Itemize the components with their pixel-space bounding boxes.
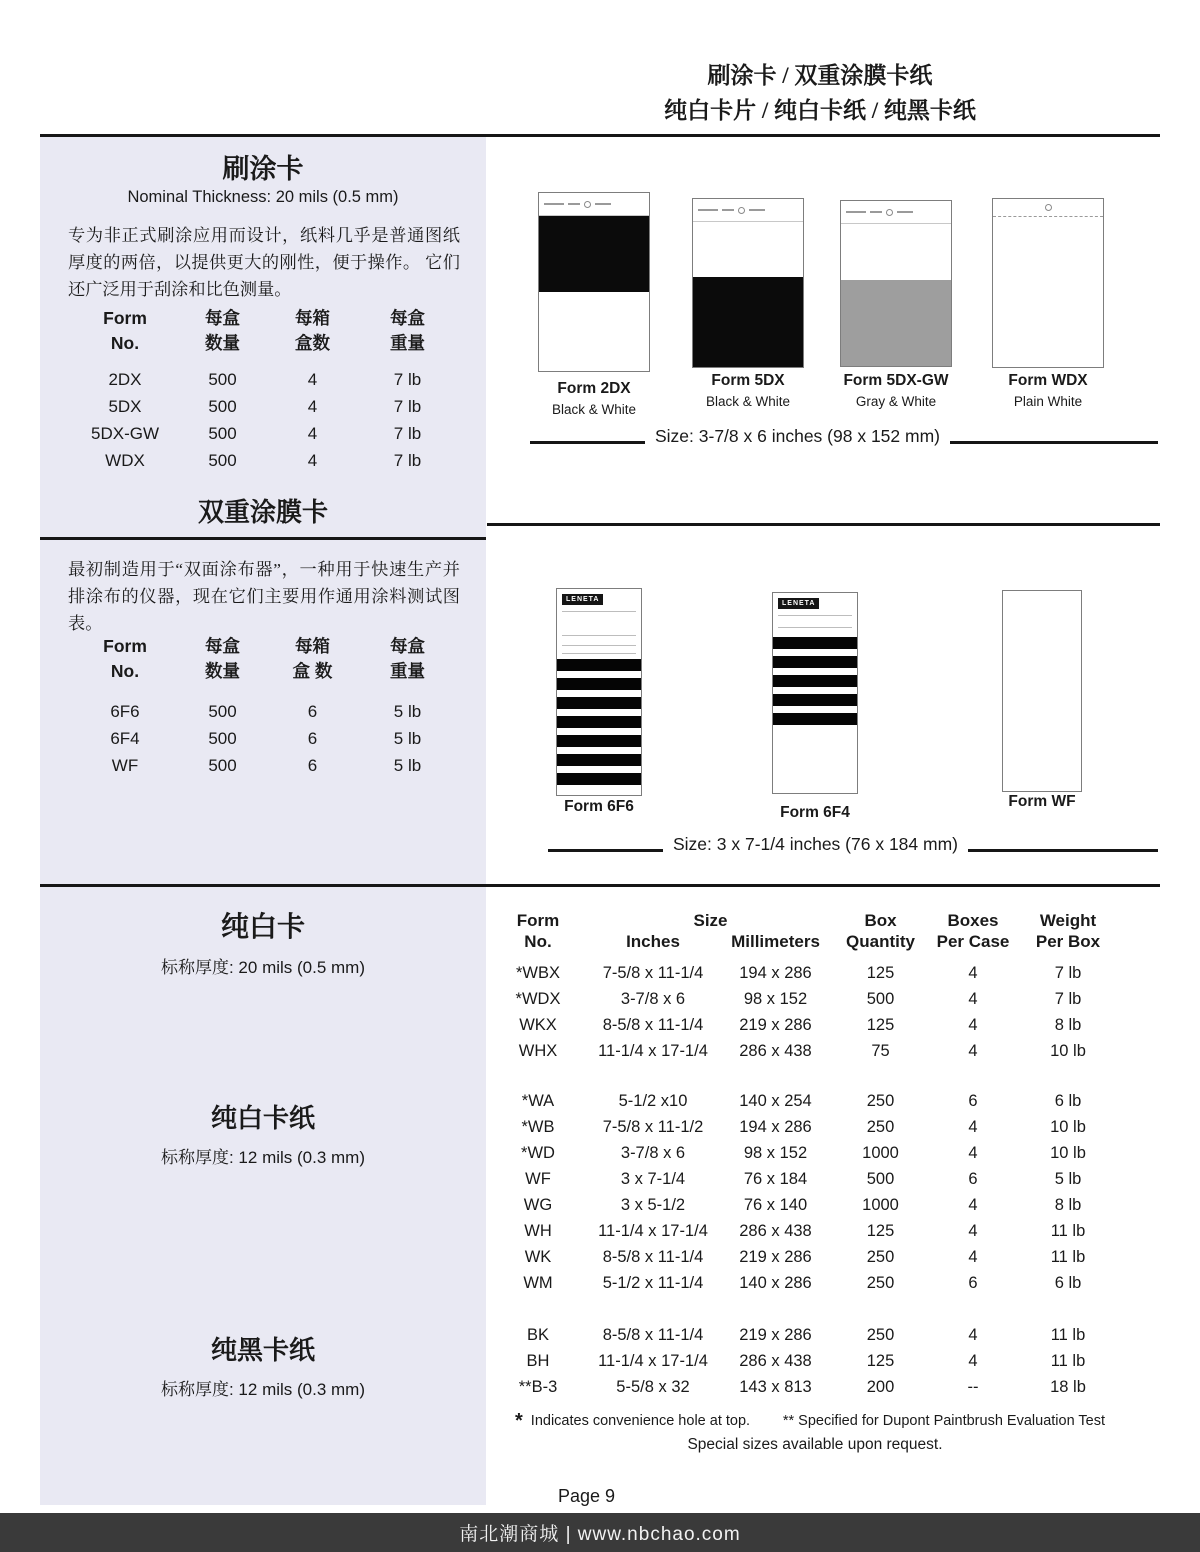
table-cell: 286 x 438	[739, 1222, 812, 1240]
column-header: 数量	[205, 661, 240, 681]
table-cell: 500	[866, 1170, 895, 1188]
size-caption-text: Size: 3-7/8 x 6 inches (98 x 152 mm)	[655, 426, 940, 446]
table-cell: 8-5/8 x 11-1/4	[602, 1248, 704, 1266]
table-cell: 500	[208, 424, 237, 443]
section3-rule	[40, 884, 1160, 887]
table-cell: 4	[968, 990, 978, 1008]
table-cell: *WB	[521, 1118, 555, 1136]
black-paper-subtitle: 标称厚度: 12 mils (0.3 mm)	[160, 1380, 366, 1399]
table-cell: 3 x 5-1/2	[620, 1196, 686, 1214]
table-cell: 125	[866, 1016, 895, 1034]
size-underline-left	[530, 441, 645, 444]
table-cell: 140 x 286	[739, 1274, 812, 1292]
table-cell: 1000	[862, 1144, 899, 1162]
form-field-line	[870, 211, 882, 213]
table-cell: 7-5/8 x 11-1/2	[602, 1118, 704, 1136]
table-cell: 7 lb	[393, 451, 422, 470]
table-cell: WK	[524, 1248, 552, 1266]
table-cell: 7 lb	[1054, 964, 1082, 982]
header-line: No.	[524, 932, 552, 951]
column-header: 盒 数	[292, 661, 333, 681]
table-cell: 8-5/8 x 11-1/4	[602, 1016, 704, 1034]
card-form-name: Form WF	[1008, 793, 1076, 810]
column-header-quantity	[833, 910, 928, 952]
table-cell: 4	[307, 451, 318, 470]
table-cell: 140 x 254	[739, 1092, 812, 1110]
table-cell: WF	[111, 756, 139, 775]
size-caption-top	[530, 426, 1158, 447]
leneta-logo: LENETA	[778, 598, 819, 609]
table-cell: 500	[208, 451, 237, 470]
table-cell: WDX	[105, 451, 145, 470]
footnote-1: Indicates convenience hole at top.	[530, 1413, 751, 1429]
card-5dx-label	[673, 372, 823, 409]
white-paper-title: 纯白卡纸	[210, 1104, 315, 1133]
column-header: 每盒	[205, 308, 240, 328]
table-cell: 250	[866, 1118, 895, 1136]
card-wf-image	[1002, 590, 1082, 792]
table-cell: 500	[866, 990, 895, 1008]
spec-table-group-black-paper	[488, 1322, 1118, 1400]
card-wdx-label	[973, 372, 1123, 409]
hang-hole-icon	[738, 207, 745, 214]
column-header-size	[588, 910, 833, 952]
table-cell: 5DX	[108, 397, 142, 416]
table-cell: 6	[968, 1274, 978, 1292]
column-header: Form	[103, 636, 147, 656]
table-cell: 286 x 438	[739, 1042, 812, 1060]
card-2dx-image	[538, 192, 650, 372]
card-form-name: Form 6F4	[780, 804, 850, 821]
table-cell: 7-5/8 x 11-1/4	[602, 964, 704, 982]
table-cell: 8 lb	[1054, 1196, 1082, 1214]
column-header: 每箱	[295, 308, 330, 328]
header-line: Per Case	[936, 932, 1010, 951]
header-line: Millimeters	[731, 932, 820, 951]
column-header-form	[488, 910, 588, 952]
form-field-line	[778, 615, 852, 616]
page-header-title	[460, 58, 1180, 128]
form-field-line	[595, 203, 611, 205]
card-6f6-image	[556, 588, 642, 796]
card-form-name: Form WDX	[1008, 372, 1088, 389]
table-cell: 125	[866, 1352, 895, 1370]
page-number: Page 9	[558, 1486, 616, 1506]
header-line: Size	[693, 911, 728, 930]
card-desc: Black & White	[551, 402, 637, 417]
card-5dxgw-image	[840, 200, 952, 367]
white-paper-subtitle: 标称厚度: 12 mils (0.3 mm)	[160, 1148, 366, 1167]
table-cell: 143 x 813	[739, 1378, 812, 1396]
table-cell: 4	[968, 964, 978, 982]
table-cell: BH	[526, 1352, 550, 1370]
table-cell: 500	[208, 702, 237, 721]
table-cell: 286 x 438	[739, 1352, 812, 1370]
table-cell: WG	[523, 1196, 553, 1214]
table-cell: 194 x 286	[739, 1118, 812, 1136]
table-cell: 11-1/4 x 17-1/4	[598, 1042, 708, 1060]
column-header: No.	[110, 661, 140, 681]
header-line: Box	[864, 911, 897, 930]
table-cell: 219 x 286	[739, 1248, 812, 1266]
table-cell: BK	[526, 1326, 549, 1344]
table-cell: 3 x 7-1/4	[620, 1170, 686, 1188]
form-field-line	[698, 209, 718, 211]
table-cell: 10 lb	[1050, 1042, 1086, 1060]
table-cell: 1000	[862, 1196, 899, 1214]
table-cell: WHX	[518, 1042, 558, 1060]
form-field-line	[562, 653, 636, 654]
doublecoat-table-header	[70, 634, 455, 684]
brushout-table-header	[70, 306, 455, 356]
table-cell: 11 lb	[1050, 1326, 1086, 1344]
table-cell: 4	[968, 1352, 978, 1370]
header-line: Weight	[1039, 911, 1097, 930]
table-cell: 4	[968, 1196, 978, 1214]
table-cell: WKX	[519, 1016, 557, 1034]
header-line2: 纯白卡片 / 纯白卡纸 / 纯黑卡纸	[664, 98, 976, 123]
spec-table-header	[488, 910, 1118, 952]
column-header-weight	[1018, 910, 1118, 952]
table-cell: 6 lb	[1054, 1274, 1082, 1292]
column-header: 数量	[205, 333, 240, 353]
table-cell: WF	[525, 1170, 551, 1188]
table-cell: 5-1/2 x10	[618, 1092, 688, 1110]
table-cell: 4	[968, 1118, 978, 1136]
table-cell: 11-1/4 x 17-1/4	[598, 1352, 708, 1370]
hang-hole-icon	[1045, 204, 1052, 211]
card-header-lines	[841, 201, 951, 224]
table-cell: 6	[307, 756, 318, 775]
header-line: Boxes	[947, 911, 999, 930]
header-line: Form	[516, 911, 560, 930]
table-cell: 7 lb	[393, 424, 422, 443]
table-cell: 11 lb	[1050, 1352, 1086, 1370]
form-field-line	[562, 645, 636, 646]
footer-link[interactable]: 南北潮商城 | www.nbchao.com	[459, 1524, 741, 1545]
table-cell: 10 lb	[1050, 1118, 1086, 1136]
brushout-paragraph: 专为非正式刷涂应用而设计，纸料几乎是普通图纸厚度的两倍，以提供更大的刚性，便于操作。 它们还广泛用于刮涂和比色测量。	[68, 226, 460, 300]
card-header-lines	[539, 193, 649, 216]
white-card-subtitle: 标称厚度: 20 mils (0.5 mm)	[160, 958, 366, 977]
card-6f6-label	[524, 798, 674, 816]
footer-bar	[0, 1513, 1200, 1552]
white-area	[539, 292, 649, 371]
table-cell: 500	[208, 756, 237, 775]
table-cell: 5 lb	[393, 729, 422, 748]
size-caption-middle	[548, 834, 1158, 855]
table-cell: 76 x 140	[743, 1196, 808, 1214]
card-desc: Plain White	[1013, 394, 1083, 409]
white-area	[841, 224, 951, 280]
gray-area	[841, 280, 951, 366]
table-cell: WH	[524, 1222, 552, 1240]
table-cell: 250	[866, 1248, 895, 1266]
form-field-line	[568, 203, 580, 205]
table-cell: 6	[968, 1170, 978, 1188]
table-cell: 11 lb	[1050, 1248, 1086, 1266]
column-header: 每盒	[390, 636, 425, 656]
form-field-line	[749, 209, 765, 211]
table-cell: 4	[968, 1016, 978, 1034]
table-cell: 18 lb	[1050, 1378, 1086, 1396]
card-form-name: Form 2DX	[557, 380, 631, 397]
black-area	[693, 277, 803, 367]
black-stripes	[557, 659, 641, 791]
table-cell: 219 x 286	[739, 1016, 812, 1034]
hang-hole-icon	[584, 201, 591, 208]
table-cell: 250	[866, 1092, 895, 1110]
table-cell: 6F4	[110, 729, 140, 748]
table-cell: 6F6	[110, 702, 140, 721]
table-cell: 500	[208, 729, 237, 748]
header-line: Inches	[626, 932, 680, 951]
brushout-subtitle: Nominal Thickness: 20 mils (0.5 mm)	[127, 188, 399, 206]
card-form-name: Form 5DX	[711, 372, 785, 389]
size-underline-left	[548, 849, 663, 852]
table-cell: 4	[307, 397, 318, 416]
table-cell: WM	[523, 1274, 553, 1292]
table-cell: 11 lb	[1050, 1222, 1086, 1240]
table-cell: 125	[866, 964, 895, 982]
table-cell: 5 lb	[1054, 1170, 1082, 1188]
table-cell: 5 lb	[393, 702, 422, 721]
table-cell: --	[967, 1378, 979, 1396]
white-area	[693, 222, 803, 277]
doublecoat-title-underline	[40, 537, 486, 540]
table-cell: 10 lb	[1050, 1144, 1086, 1162]
table-cell: 4	[968, 1222, 978, 1240]
table-cell: *WA	[521, 1092, 555, 1110]
table-cell: 219 x 286	[739, 1326, 812, 1344]
brushout-title: 刷涂卡	[222, 154, 304, 184]
section2-rule-right	[487, 523, 1160, 526]
perforation-line	[993, 216, 1103, 217]
table-cell: 8 lb	[1054, 1016, 1082, 1034]
header-line1: 刷涂卡 / 双重涂膜卡纸	[707, 63, 933, 88]
table-cell: 98 x 152	[743, 1144, 808, 1162]
table-cell: 8-5/8 x 11-1/4	[602, 1326, 704, 1344]
table-cell: 500	[208, 397, 237, 416]
table-cell: 4	[968, 1144, 978, 1162]
column-header: 每盒	[205, 636, 240, 656]
footnote-2: ** Specified for Dupont Paintbrush Evaluation Test	[782, 1413, 1105, 1429]
header-line: Per Box	[1035, 932, 1101, 951]
table-cell: 5 lb	[393, 756, 422, 775]
table-cell: 4	[968, 1042, 978, 1060]
table-cell: 98 x 152	[743, 990, 808, 1008]
card-2dx-label	[519, 380, 669, 417]
table-cell: 200	[866, 1378, 895, 1396]
form-field-line	[897, 211, 913, 213]
footnote-star: *	[515, 1410, 523, 1432]
card-form-name: Form 6F6	[564, 798, 634, 815]
table-cell: 6	[307, 702, 318, 721]
table-cell: 5DX-GW	[91, 424, 159, 443]
card-header-lines	[693, 199, 803, 222]
form-field-line	[722, 209, 734, 211]
card-desc: Black & White	[705, 394, 791, 409]
column-header: Form	[103, 308, 147, 328]
table-cell: 250	[866, 1326, 895, 1344]
table-cell: 7 lb	[393, 370, 422, 389]
table-cell: 4	[968, 1248, 978, 1266]
black-stripes	[773, 637, 857, 731]
table-cell: 4	[307, 424, 318, 443]
spec-table-group-white-cards	[488, 960, 1118, 1064]
table-cell: *WDX	[515, 990, 561, 1008]
header-line: Quantity	[846, 932, 915, 951]
table-cell: 76 x 184	[743, 1170, 808, 1188]
column-header: 盒数	[295, 333, 330, 353]
column-header: 重量	[390, 661, 425, 681]
table-cell: 250	[866, 1274, 895, 1292]
table-cell: 7 lb	[393, 397, 422, 416]
leneta-logo: LENETA	[562, 594, 603, 605]
table-cell: 2DX	[108, 370, 142, 389]
card-6f4-label	[740, 804, 890, 822]
black-area	[539, 216, 649, 292]
table-cell: 4	[968, 1326, 978, 1344]
doublecoat-paragraph: 最初制造用于“双面涂布器”，一种用于快速生产并排涂布的仪器，现在它们主要用作通用涂料测试图表。	[68, 560, 460, 634]
table-cell: 75	[871, 1042, 890, 1060]
size-caption-text: Size: 3 x 7-1/4 inches (76 x 184 mm)	[673, 834, 958, 854]
table-cell: *WBX	[515, 964, 560, 982]
form-field-line	[778, 627, 852, 628]
column-header: No.	[110, 333, 140, 353]
form-field-line	[562, 611, 636, 612]
table-cell: 5-1/2 x 11-1/4	[602, 1274, 704, 1292]
size-underline-right	[968, 849, 1158, 852]
table-cell: 3-7/8 x 6	[620, 990, 686, 1008]
table-cell: 3-7/8 x 6	[620, 1144, 686, 1162]
footnotes-row	[515, 1408, 1105, 1431]
footnote-3: Special sizes available upon request.	[687, 1436, 943, 1453]
column-header: 重量	[390, 333, 425, 353]
table-cell: 7 lb	[1054, 990, 1082, 1008]
size-underline-right	[950, 441, 1158, 444]
card-wdx-image	[992, 198, 1104, 368]
table-cell: 11-1/4 x 17-1/4	[598, 1222, 708, 1240]
table-cell: 125	[866, 1222, 895, 1240]
card-form-name: Form 5DX-GW	[843, 372, 949, 389]
card-6f4-image	[772, 592, 858, 794]
card-wf-label	[967, 793, 1117, 811]
table-cell: 6 lb	[1054, 1092, 1082, 1110]
table-cell: 6	[307, 729, 318, 748]
doublecoat-table	[70, 698, 455, 779]
card-5dxgw-label	[811, 372, 981, 409]
table-cell: 6	[968, 1092, 978, 1110]
brushout-table	[70, 366, 455, 474]
form-field-line	[544, 203, 564, 205]
table-cell: 4	[307, 370, 318, 389]
card-5dx-image	[692, 198, 804, 368]
table-cell: *WD	[521, 1144, 555, 1162]
card-desc: Gray & White	[855, 394, 937, 409]
black-paper-title: 纯黑卡纸	[210, 1336, 315, 1365]
table-cell: 500	[208, 370, 237, 389]
column-header: 每盒	[390, 308, 425, 328]
white-card-title: 纯白卡	[220, 912, 305, 943]
table-cell: 5-5/8 x 32	[616, 1378, 690, 1396]
doublecoat-title: 双重涂膜卡	[197, 498, 328, 527]
table-cell: 194 x 286	[739, 964, 812, 982]
hang-hole-icon	[886, 209, 893, 216]
form-field-line	[846, 211, 866, 213]
spec-table-group-white-paper	[488, 1088, 1118, 1296]
column-header-case	[928, 910, 1018, 952]
table-cell: **B-3	[518, 1378, 558, 1396]
column-header: 每箱	[295, 636, 330, 656]
form-field-line	[562, 635, 636, 636]
